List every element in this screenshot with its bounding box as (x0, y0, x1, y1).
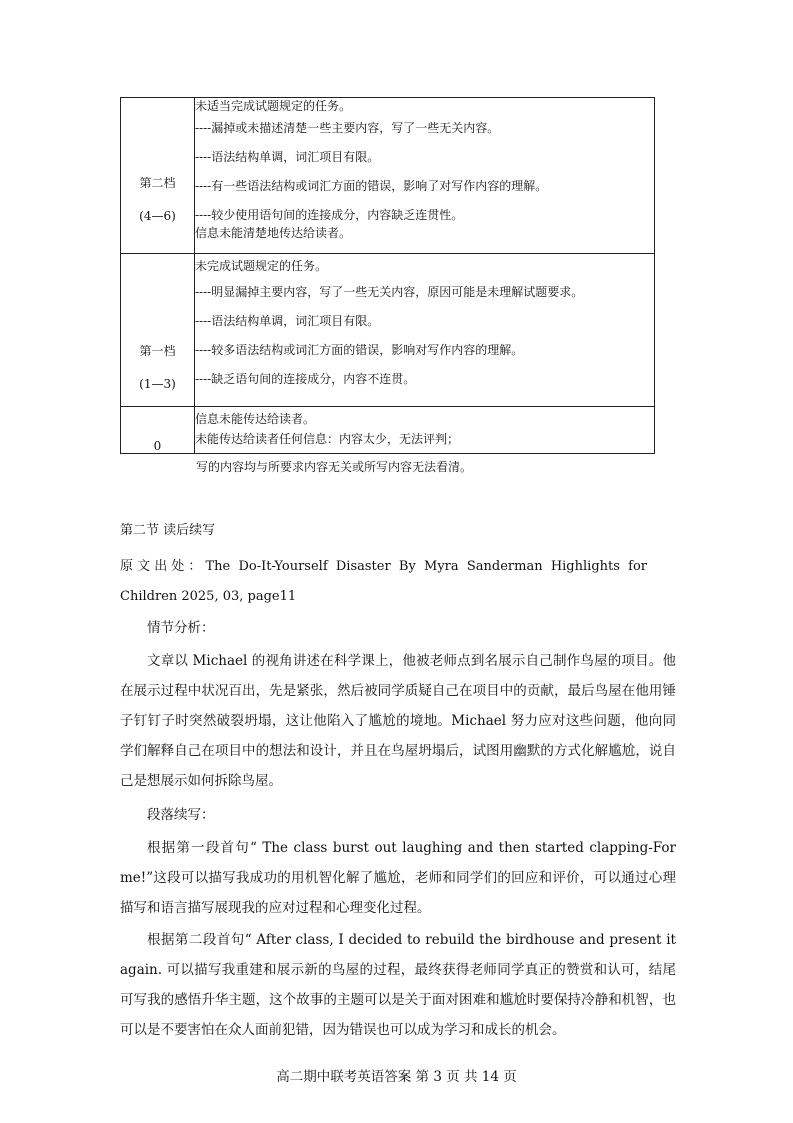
rubric-row-grade-0 (121, 407, 655, 454)
description-line: 信息未能传达给读者。 (195, 412, 316, 426)
description-line: ----较少使用语句间的连接成分，内容缺乏连贯性。 (195, 208, 464, 222)
description-line: ----漏掉或未描述清楚一些主要内容，写了一些无关内容。 (195, 121, 500, 135)
grade-range: (4—6) (139, 209, 176, 223)
description-line: 未完成试题规定的任务。 (195, 259, 328, 273)
description-line: ----明显漏掉主要内容，写了一些无关内容，原因可能是未理解试题要求。 (195, 285, 584, 299)
description-line: 未能传达给读者任何信息：内容太少，无法评判； (195, 432, 460, 446)
description-line: 信息未能清楚地传达给读者。 (195, 226, 352, 240)
grade-name: 第二档 (139, 176, 176, 190)
continuation-paragraph-1: 根据第一段首句“ The class burst out laughing and then started clapping-For me!”这段可以描写我成功的用机智化解了尴尬，老师和同学们的回应和评价，可以通过心理描写和语言描写展现我的应对过程和心理变化过程。 (120, 840, 676, 916)
section-title: 第二节 读后续写 (120, 523, 216, 538)
description-line: ----语法结构单调，词汇项目有限。 (195, 314, 380, 328)
source-citation: 原文出处：The Do-It-Yourself Disaster By Myra Sanderman Highlights for Children 2025, 03, page11 (120, 559, 647, 604)
description-cell (195, 98, 655, 254)
rubric-row-grade-2 (121, 98, 655, 254)
grade-cell (121, 254, 195, 407)
grade-cell (121, 98, 195, 254)
description-line: ----较多语法结构或词汇方面的错误，影响对写作内容的理解。 (195, 343, 524, 357)
page-footer: 高二期中联考英语答案 第 3 页 共 14 页 (276, 1069, 517, 1085)
scoring-rubric-table (120, 97, 655, 454)
continuation-paragraph-2: 根据第二段首句“ After class, I decided to rebuild the birdhouse and present it again. 可以描写我重建和展示新的鸟屋的过程，最终获得老师同学真正的赞赏和认可，结尾可写我的感悟升华主题，这个故事的主题可以是关于面对困难和尴尬时要保持冷静和机智，也可以是不要害怕在众人面前犯错，因为错误也可以成为学习和成长的机会。 (120, 932, 676, 1038)
description-line: 未适当完成试题规定的任务。 (195, 99, 352, 113)
description-line: ----有一些语法结构或词汇方面的错误，影响了对写作内容的理解。 (195, 179, 548, 193)
plot-analysis-label: 情节分析： (147, 620, 215, 636)
grade-name: 第一档 (139, 344, 176, 358)
grade-cell (121, 407, 195, 454)
description-cell (195, 407, 655, 454)
continuation-label: 段落续写： (147, 807, 215, 823)
rubric-row-grade-1 (121, 254, 655, 407)
description-line: ----缺乏语句间的连接成分，内容不连贯。 (195, 372, 416, 386)
description-cell (195, 254, 655, 407)
description-line: ----语法结构单调，词汇项目有限。 (195, 150, 380, 164)
grade-name: 0 (153, 439, 162, 453)
rubric-overflow-line: 写的内容均与所要求内容无关或所写内容无法看清。 (196, 460, 473, 474)
plot-analysis-paragraph: 文章以 Michael 的视角讲述在科学课上，他被老师点到名展示自己制作鸟屋的项目。他在展示过程中状况百出，先是紧张，然后被同学质疑自己在项目中的贡献，最后鸟屋在他用锤子钉钉子时突然破裂坍塌，这让他陷入了尴尬的境地。Michael 努力应对这些问题，他向同学们解释自己在项目中的想法和设计，并且在鸟屋坍塌后，试图用幽默的方式化解尴尬，说自己是想展示如何拆除鸟屋。 (120, 653, 676, 789)
grade-range: (1—3) (139, 377, 176, 391)
